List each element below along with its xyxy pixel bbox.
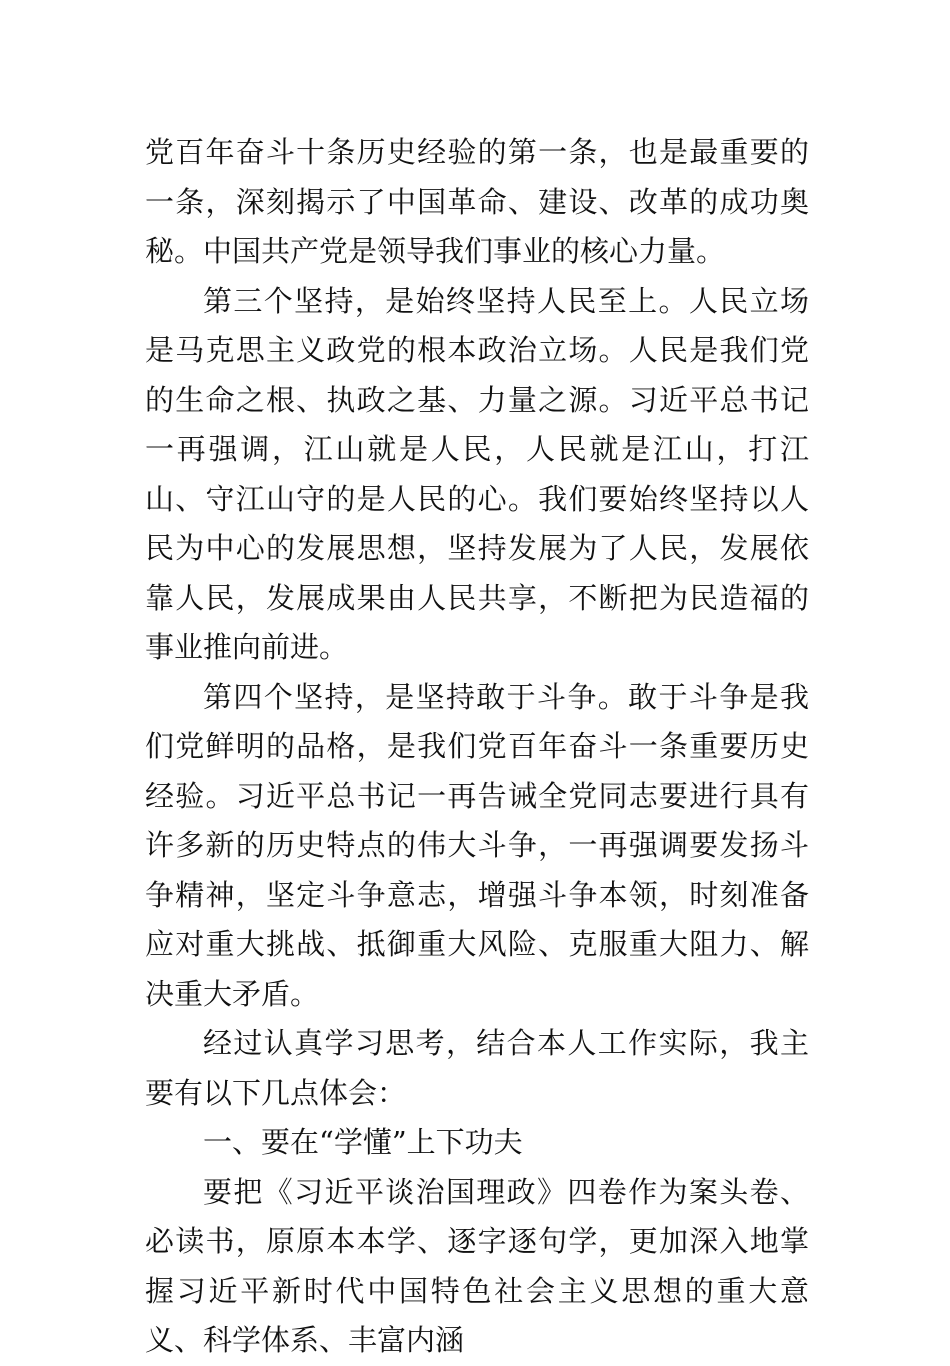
paragraph-reflections-intro: 经过认真学习思考，结合本人工作实际，我主要有以下几点体会： bbox=[145, 1026, 809, 1110]
paragraph-fourth-adherence: 第四个坚持，是坚持敢于斗争。敢于斗争是我们党鲜明的品格，是我们党百年奋斗一条重要历史经验。习近平总书记一再告诫全党同志要进行具有许多新的历史特点的伟大斗争，一再强调要发扬斗争精神，坚定斗争意志，增强斗争本领，时刻准备应对重大挑战、抵御重大风险、克服重大阻力、解决重大矛盾。 bbox=[145, 679, 809, 1011]
paragraph-third-adherence: 第三个坚持，是始终坚持人民至上。人民立场是马克思主义政党的根本政治立场。人民是我们党的生命之根、执政之基、力量之源。习近平总书记一再强调，江山就是人民，人民就是江山，打江山、守江山守的是人民的心。我们要始终坚持以人民为中心的发展思想，坚持发展为了人民，发展依靠人民，发展成果由人民共享，不断把为民造福的事业推向前进。 bbox=[145, 283, 809, 664]
section-heading-one: 一、要在“学懂”上下功夫 bbox=[203, 1125, 523, 1159]
paragraph-continuation: 党百年奋斗十条历史经验的第一条，也是最重要的一条，深刻揭示了中国革命、建设、改革的成功奥秘。中国共产党是领导我们事业的核心力量。 bbox=[145, 135, 809, 268]
document-body bbox=[145, 128, 809, 1366]
paragraph-section-one-body: 要把《习近平谈治国理政》四卷作为案头卷、必读书，原原本本学、逐字逐句学，更加深入地掌握习近平新时代中国特色社会主义思想的重大意义、科学体系、丰富内涵 bbox=[145, 1174, 809, 1357]
